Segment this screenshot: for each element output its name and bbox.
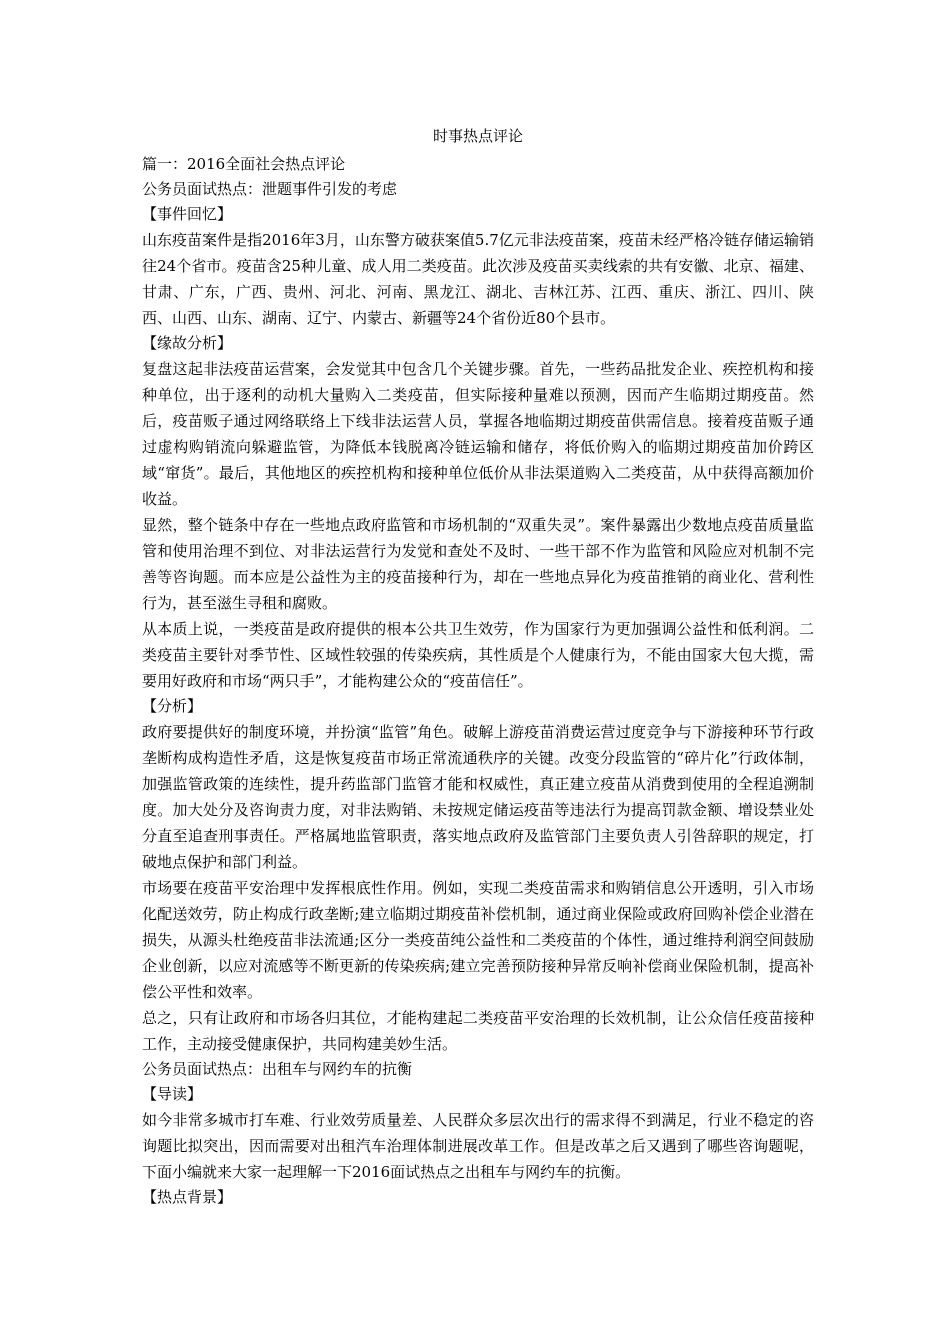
document-title: 时事热点评论 (432, 127, 523, 145)
document-page (142, 124, 814, 1210)
section-heading: 【缘故分析】 (142, 334, 233, 352)
body-paragraph: 从本质上说，一类疫苗是政府提供的根本公共卫生效劳，作为国家行为更加强调公益性和低利润。二类疫苗主要针对季节性、区域性较强的传染疾病，其性质是个人健康行为，不能由国家大包大揽，需要用好政府和市场“两只手”，才能构建公众的“疫苗信任”。 (142, 620, 814, 690)
body-paragraph: 山东疫苗案件是指2016年3月，山东警方破获案值5.7亿元非法疫苗案，疫苗未经严格冷链存储运输销往24个省市。疫苗含25种儿童、成人用二类疫苗。此次涉及疫苗买卖线索的共有安徽、北京、福建、甘肃、广东，广西、贵州、河北、河南、黑龙江、湖北、吉林江苏、江西、重庆、浙江、四川、陕西、山西、山东、湖南、辽宁、内蒙古、新疆等24个省份近80个县市。 (142, 231, 814, 327)
body-paragraph: 如今非常多城市打车难、行业效劳质量差、人民群众多层次出行的需求得不到满足，行业不稳定的咨询题比拟突出，因而需要对出租汽车治理体制进展改革工作。但是改革之后又遇到了哪些咨询题呢，下面小编就来大家一起理解一下2016面试热点之出租车与网约车的抗衡。 (142, 1111, 814, 1181)
section-heading: 公务员面试热点：出租车与网约车的抗衡 (142, 1060, 413, 1078)
section-heading: 公务员面试热点：泄题事件引发的考虑 (142, 180, 398, 198)
section-heading: 篇一：2016全面社会热点评论 (142, 155, 346, 173)
body-paragraph: 显然，整个链条中存在一些地点政府监管和市场机制的“双重失灵”。案件暴露出少数地点疫苗质量监管和使用治理不到位、对非法运营行为发觉和查处不及时、一些干部不作为监管和风险应对机制不完善等咨询题。而本应是公益性为主的疫苗接种行为，却在一些地点异化为疫苗推销的商业化、营利性行为，甚至滋生寻租和腐败。 (142, 516, 814, 612)
section-heading: 【分析】 (142, 697, 203, 715)
body-paragraph: 复盘这起非法疫苗运营案，会发觉其中包含几个关键步骤。首先，一些药品批发企业、疾控机构和接种单位，出于逐利的动机大量购入二类疫苗，但实际接种量难以预测，因而产生临期过期疫苗。然后，疫苗贩子通过网络联络上下线非法运营人员，掌握各地临期过期疫苗供需信息。接着疫苗贩子通过虚构购销流向躲避监管，为降低本钱脱离冷链运输和储存，将低价购入的临期过期疫苗加价跨区域“窜货”。最后，其他地区的疾控机构和接种单位低价从非法渠道购入二类疫苗，从中获得高额加价收益。 (142, 360, 814, 508)
body-paragraph: 政府要提供好的制度环境，并扮演“监管”角色。破解上游疫苗消费运营过度竞争与下游接种环节行政垄断构成构造性矛盾，这是恢复疫苗市场正常流通秩序的关键。改变分段监管的“碎片化”行政体制，加强监管政策的连续性，提升药监部门监管才能和权威性，真正建立疫苗从消费到使用的全程追溯制度。加大处分及咨询责力度，对非法购销、未按规定储运疫苗等违法行为提高罚款金额、增设禁业处分直至追查刑事责任。严格属地监管职责，落实地点政府及监管部门主要负责人引咎辞职的规定，打破地点保护和部门利益。 (142, 723, 814, 871)
body-paragraph: 总之，只有让政府和市场各归其位，才能构建起二类疫苗平安治理的长效机制，让公众信任疫苗接种工作，主动接受健康保护，共同构建美妙生活。 (142, 1009, 814, 1053)
section-heading: 【导读】 (142, 1085, 203, 1103)
section-heading: 【热点背景】 (142, 1188, 233, 1206)
body-paragraph: 市场要在疫苗平安治理中发挥根底性作用。例如，实现二类疫苗需求和购销信息公开透明，引入市场化配送效劳，防止构成行政垄断;建立临期过期疫苗补偿机制，通过商业保险或政府回购补偿企业潜在损失，从源头杜绝疫苗非法流通;区分一类疫苗纯公益性和二类疫苗的个体性，通过维持利润空间鼓励企业创新，以应对流感等不断更新的传染疾病;建立完善预防接种异常反响补偿商业保险机制，提高补偿公平性和效率。 (142, 879, 814, 1001)
section-heading: 【事件回忆】 (142, 205, 233, 223)
